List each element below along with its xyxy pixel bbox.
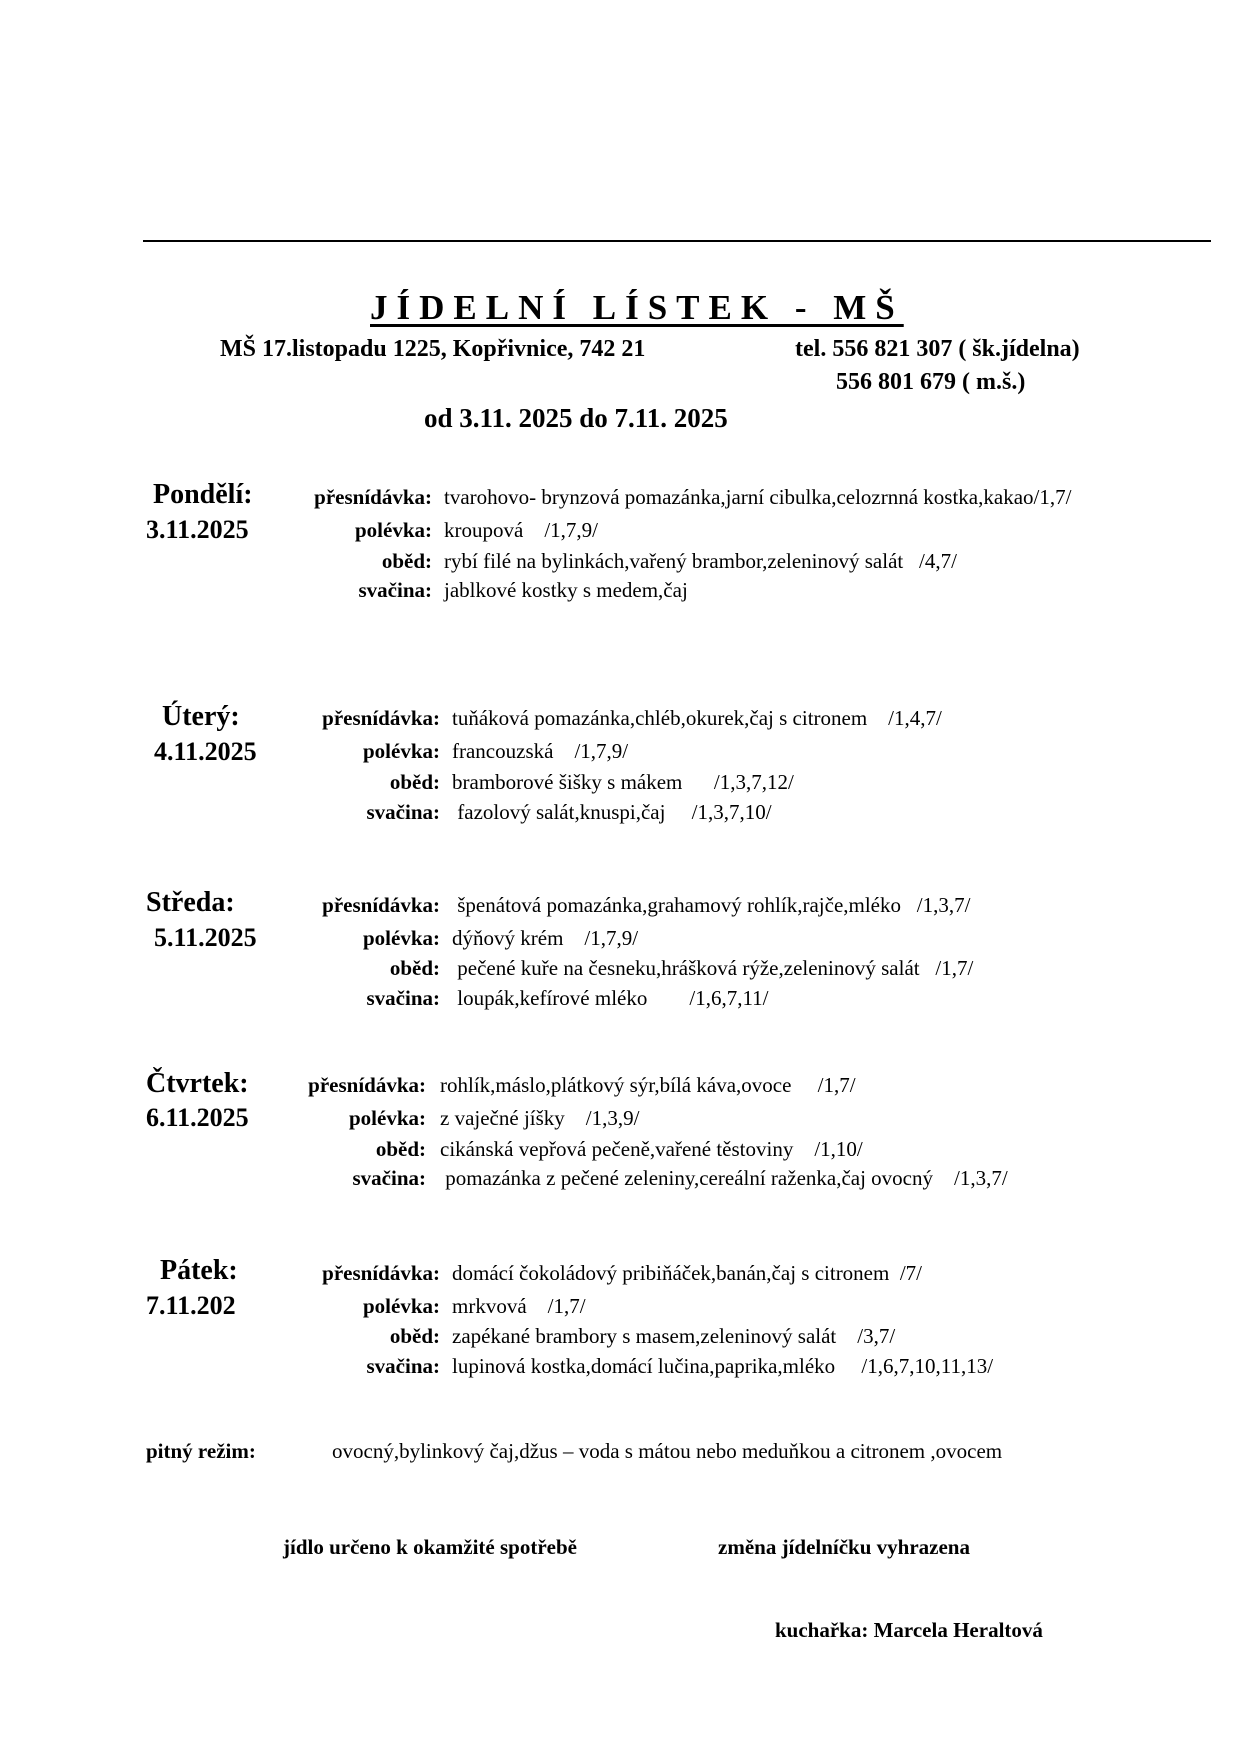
note-immediate-consumption: jídlo určeno k okamžité spotřebě [283,1535,577,1559]
soup-value: kroupová /1,7,9/ [444,518,598,542]
label-soup: polévka: [354,518,432,542]
lunch-value: rybí filé na bylinkách,vařený brambor,zeleninový salát /4,7/ [444,549,957,573]
label-snack-am: přesnídávka: [308,1073,426,1097]
day-date: 6.11.2025 [146,1103,249,1132]
label-snack-pm: svačina: [358,578,432,602]
day-name: Čtvrtek: [146,1068,249,1099]
snack-pm-value: pomazánka z pečené zeleniny,cereální raženka,čaj ovocný /1,3,7/ [440,1166,1008,1190]
label-lunch: oběd: [389,1324,440,1348]
menu-period: od 3.11. 2025 do 7.11. 2025 [424,403,728,433]
page-title: JÍDELNÍ LÍSTEK - MŠ [370,288,904,327]
label-lunch: oběd: [389,770,440,794]
snack-pm-value: loupák,kefírové mléko /1,6,7,11/ [452,986,769,1010]
label-snack-am: přesnídávka: [322,1261,440,1285]
soup-value: z vaječné jíšky /1,3,9/ [440,1106,640,1130]
label-soup: polévka: [362,1294,440,1318]
label-snack-pm: svačina: [366,986,440,1010]
snack-am-value: tuňáková pomazánka,chléb,okurek,čaj s citronem /1,4,7/ [452,706,942,730]
lunch-value: bramborové šišky s mákem /1,3,7,12/ [452,770,794,794]
school-address: MŠ 17.listopadu 1225, Kopřivnice, 742 21 [220,336,646,362]
day-name: Pátek: [160,1255,238,1286]
soup-value: francouzská /1,7,9/ [452,739,629,763]
label-soup: polévka: [362,926,440,950]
day-name: Úterý: [162,701,240,732]
snack-pm-value: jablkové kostky s medem,čaj [444,578,688,602]
snack-am-value: špenátová pomazánka,grahamový rohlík,rajče,mléko /1,3,7/ [452,893,971,917]
day-name: Pondělí: [153,479,253,510]
drinking-label: pitný režim: [146,1439,256,1463]
snack-am-value: tvarohovo- brynzová pomazánka,jarní cibulka,celozrnná kostka,kakao/1,7/ [444,485,1072,509]
phone-canteen: tel. 556 821 307 ( šk.jídelna) [795,336,1080,362]
day-date: 4.11.2025 [154,737,257,766]
cook-name: kuchařka: Marcela Heraltová [775,1618,1043,1642]
label-snack-pm: svačina: [366,800,440,824]
snack-am-value: domácí čokoládový pribiňáček,banán,čaj s citronem /7/ [452,1261,923,1285]
top-rule [143,240,1211,242]
label-lunch: oběd: [381,549,432,573]
phone-school: 556 801 679 ( m.š.) [836,369,1026,395]
label-soup: polévka: [348,1106,426,1130]
soup-value: dýňový krém /1,7,9/ [452,926,639,950]
day-date: 7.11.202 [146,1291,236,1320]
snack-am-value: rohlík,máslo,plátkový sýr,bílá káva,ovoce /1,7/ [440,1073,856,1097]
lunch-value: zapékané brambory s masem,zeleninový salát /3,7/ [452,1324,896,1348]
label-lunch: oběd: [375,1137,426,1161]
label-lunch: oběd: [389,956,440,980]
label-snack-am: přesnídávka: [322,893,440,917]
snack-pm-value: lupinová kostka,domácí lučina,paprika,mléko /1,6,7,10,11,13/ [452,1354,994,1378]
snack-pm-value: fazolový salát,knuspi,čaj /1,3,7,10/ [452,800,772,824]
lunch-value: cikánská vepřová pečeně,vařené těstoviny /1,10/ [440,1137,863,1161]
label-snack-am: přesnídávka: [314,485,432,509]
lunch-value: pečené kuře na česneku,hrášková rýže,zeleninový salát /1,7/ [452,956,974,980]
label-snack-am: přesnídávka: [322,706,440,730]
note-menu-change: změna jídelníčku vyhrazena [718,1535,970,1559]
drinking-text: ovocný,bylinkový čaj,džus – voda s mátou nebo meduňkou a citronem ,ovocem [332,1439,1003,1463]
label-snack-pm: svačina: [352,1166,426,1190]
label-snack-pm: svačina: [366,1354,440,1378]
day-date: 3.11.2025 [146,515,249,544]
day-date: 5.11.2025 [154,923,257,952]
soup-value: mrkvová /1,7/ [452,1294,586,1318]
label-soup: polévka: [362,739,440,763]
day-name: Středa: [146,887,235,918]
